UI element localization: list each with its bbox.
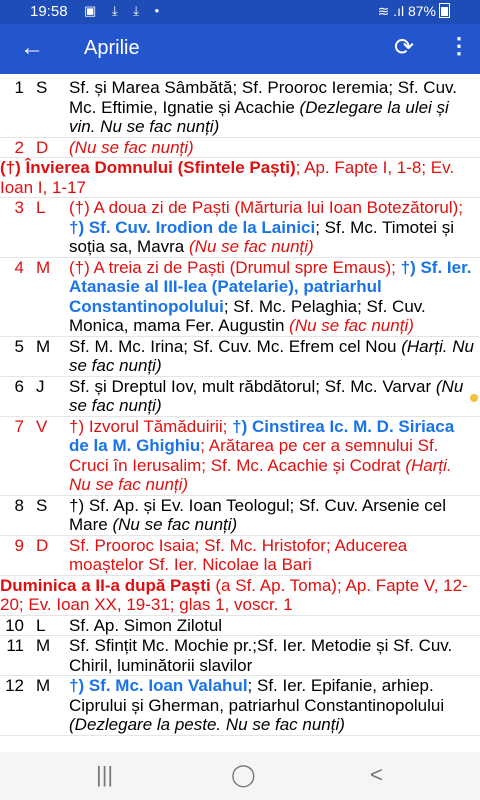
- day-number: 10: [5, 615, 24, 635]
- day-number: 11: [6, 636, 24, 655]
- day-number: 8: [14, 495, 24, 515]
- day-description: [69, 536, 480, 575]
- description-segment: Sf. și Marea Sâmbătă; Sf. Prooroc Ieremia; Sf. Cuv. Mc. Eftimie, Ignatie și Acachie: [69, 78, 457, 117]
- day-description: [69, 496, 480, 535]
- day-number: 5: [14, 336, 24, 356]
- sunday-reading-row[interactable]: [0, 576, 480, 616]
- description-segment: (Harți. Nu se fac nunți): [69, 336, 474, 375]
- description-segment: †) Cinstirea Ic. M. D. Siriaca de la M. Ghighiu: [69, 416, 455, 455]
- description-segment: ; Ap. Fapte I, 1-8; Ev. Ioan I, 1-17: [0, 158, 455, 197]
- description-segment: †) Sf. Ier. Atanasie al III-lea (Patelarie), patriarhul Constantinopolului: [69, 257, 472, 316]
- day-row[interactable]: [0, 138, 480, 159]
- day-row[interactable]: [0, 78, 480, 138]
- description-segment: ; Sf. Mc. Pelaghia; Sf. Cuv. Monica, mama Fer. Augustin: [69, 296, 426, 335]
- weekday-letter: D: [36, 137, 49, 157]
- description-segment: ; Sf. Mc. Timotei și soția sa, Mavra: [69, 217, 455, 256]
- description-segment: (Nu se fac nunți): [112, 515, 238, 534]
- day-description: [69, 676, 480, 735]
- refresh-icon[interactable]: ⟳: [394, 34, 415, 61]
- weekday-letter: L: [36, 615, 46, 635]
- nav-back-icon[interactable]: <: [370, 762, 383, 787]
- more-options-icon[interactable]: ⋮: [448, 33, 470, 58]
- day-row[interactable]: [0, 258, 480, 337]
- weekday-letter: M: [36, 336, 51, 356]
- day-number: 7: [14, 416, 24, 436]
- description-segment: (Harți. Nu se fac nunți): [69, 455, 452, 494]
- description-segment: ; Arătarea pe cer a semnului Sf. Cruci în Ierusalim; Sf. Mc. Acachie și Codrat: [69, 436, 439, 475]
- weekday-letter: S: [36, 78, 48, 97]
- weekday-letter: V: [36, 416, 48, 436]
- day-row[interactable]: [0, 536, 480, 576]
- weekday-letter: M: [36, 676, 51, 695]
- description-segment: Duminica a II-a după Paști: [0, 575, 211, 595]
- description-segment: Sf. și Dreptul Iov, mult răbdătorul; Sf. Mc. Varvar: [69, 376, 436, 396]
- calendar-list[interactable]: [0, 78, 480, 752]
- description-segment: (†) A treia zi de Paști (Drumul spre Emaus);: [69, 257, 401, 277]
- description-segment: (Dezlegare la ulei și vin. Nu se fac nunți): [69, 97, 449, 136]
- system-nav-bar: [0, 752, 480, 800]
- description-segment: †) Sf. Ap. și Ev. Ioan Teologul; Sf. Cuv. Arsenie cel Mare: [69, 495, 447, 534]
- day-row[interactable]: [0, 676, 480, 736]
- day-description: [69, 616, 480, 636]
- description-segment: Sf. Prooroc Isaia; Sf. Mc. Hristofor; Aducerea moaștelor Sf. Ier. Nicolae la Bari: [69, 535, 408, 574]
- day-description: [69, 377, 480, 416]
- day-row[interactable]: [0, 496, 480, 536]
- back-arrow-icon[interactable]: ←: [20, 34, 44, 61]
- description-segment: (a Sf. Ap. Toma); Ap. Fapte V, 12-20; Ev. Ioan XX, 19-31; glas 1, voscr. 1: [0, 575, 468, 614]
- day-description: [0, 576, 480, 615]
- description-segment: †) Izvorul Tămăduirii;: [69, 416, 233, 436]
- description-segment: †) Sf. Cuv. Irodion de la Lainici: [69, 217, 316, 237]
- description-segment: †) Sf. Mc. Ioan Valahul: [69, 676, 248, 695]
- weekday-letter: J: [36, 376, 45, 396]
- day-row[interactable]: [0, 636, 480, 676]
- recent-apps-icon[interactable]: |||: [96, 762, 114, 787]
- status-time: 19:58: [30, 3, 68, 20]
- day-number: 1: [14, 78, 24, 97]
- day-number: 3: [14, 198, 24, 217]
- description-segment: (†) Învierea Domnului (Sfintele Paști): [0, 158, 296, 177]
- battery-percent: 87%: [407, 3, 436, 19]
- weekday-letter: L: [36, 198, 46, 217]
- notification-icons: ▣ ⤓ ⤓ •: [84, 3, 166, 18]
- status-bar: [0, 0, 480, 24]
- weekday-letter: M: [36, 257, 51, 277]
- status-right: [378, 3, 450, 20]
- day-description: [69, 78, 480, 137]
- day-row[interactable]: [0, 198, 480, 258]
- page-title: Aprilie: [84, 37, 140, 59]
- scroll-indicator-icon: [470, 394, 478, 402]
- day-description: [69, 138, 480, 158]
- day-description: [69, 258, 480, 336]
- day-number: 12: [5, 676, 24, 695]
- day-number: 4: [14, 257, 24, 277]
- day-description: [69, 417, 480, 495]
- day-description: [69, 636, 480, 675]
- description-segment: (†) A doua zi de Paști (Mărturia lui Ioan Botezătorul);: [69, 198, 464, 217]
- weekday-letter: M: [36, 636, 51, 655]
- day-row[interactable]: [0, 377, 480, 417]
- weekday-letter: S: [36, 495, 48, 515]
- app-bar: [0, 24, 480, 74]
- description-segment: (Dezlegare la peste. Nu se fac nunți): [69, 715, 345, 734]
- day-row[interactable]: [0, 616, 480, 637]
- description-segment: Sf. Sfințit Mc. Mochie pr.;Sf. Ier. Metodie și Sf. Cuv. Chiril, luminătorii slavilor: [69, 636, 453, 675]
- signal-icon: ≋ .ıl: [377, 3, 405, 19]
- day-description: [69, 198, 480, 257]
- weekday-letter: D: [36, 535, 49, 555]
- battery-icon: [439, 3, 450, 18]
- sunday-reading-row[interactable]: [0, 158, 480, 198]
- description-segment: (Nu se fac nunți): [189, 237, 314, 256]
- day-row[interactable]: [0, 417, 480, 496]
- description-segment: (Nu se fac nunți): [289, 316, 414, 335]
- day-description: [0, 158, 480, 197]
- day-number: 6: [14, 376, 24, 396]
- description-segment: (Nu se fac nunți): [69, 376, 464, 415]
- day-description: [69, 337, 480, 376]
- description-segment: Sf. M. Mc. Irina; Sf. Cuv. Mc. Efrem cel Nou: [69, 336, 402, 356]
- description-segment: Sf. Ap. Simon Zilotul: [69, 615, 223, 635]
- day-number: 2: [14, 137, 24, 157]
- home-icon[interactable]: ◯: [231, 762, 256, 787]
- description-segment: ; Sf. Ier. Epifanie, arhiep. Ciprului și Gherman, patriarhul Constantinopolului: [69, 676, 445, 715]
- day-row[interactable]: [0, 337, 480, 377]
- description-segment: (Nu se fac nunți): [69, 137, 194, 157]
- day-number: 9: [14, 535, 24, 555]
